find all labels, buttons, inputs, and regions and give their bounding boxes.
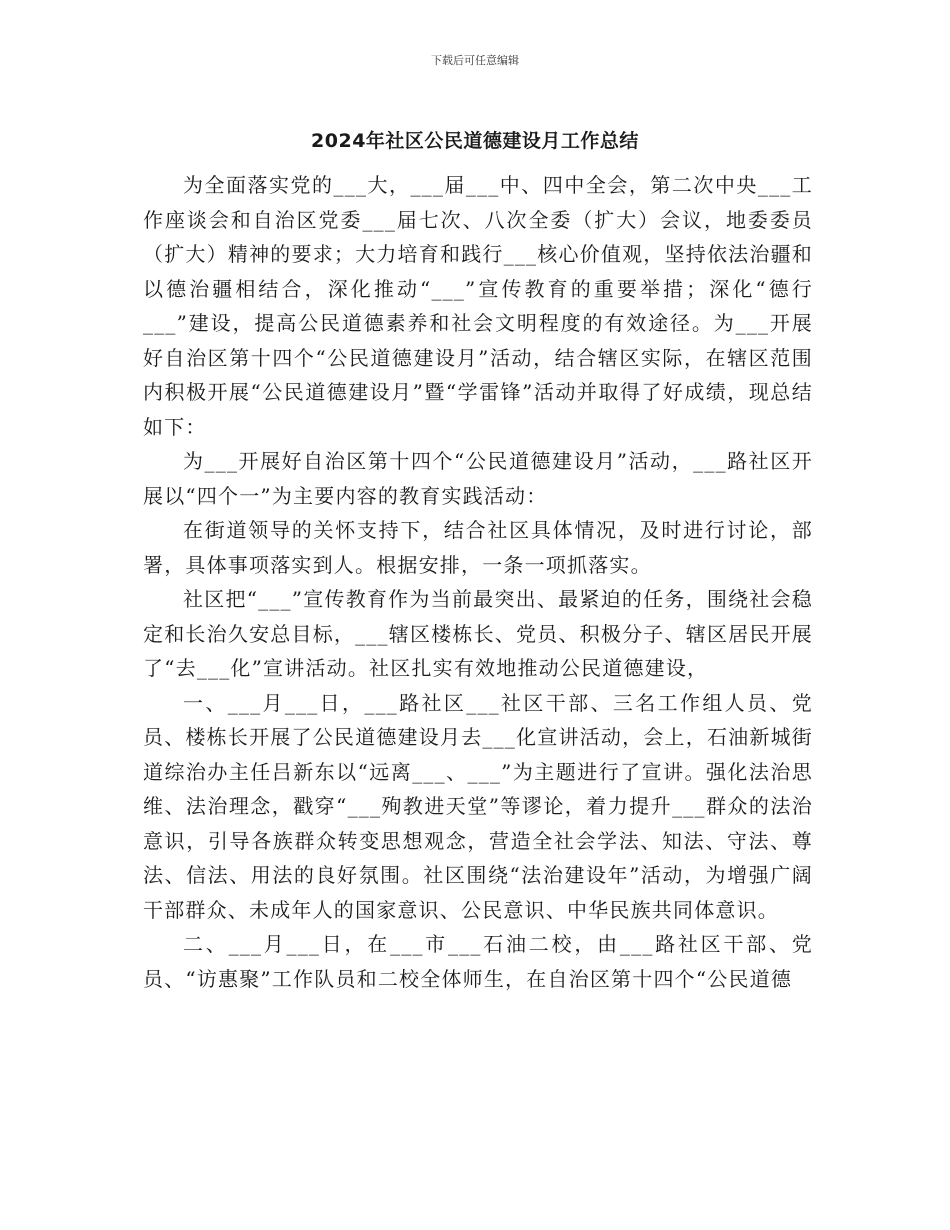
paragraph-leadership-support: 在街道领导的关怀支持下，结合社区具体情况，及时进行讨论，部署，具体事项落实到人。根据安排，一条一项抓落实。: [143, 518, 813, 577]
paragraph-publicity-education: 社区把“___”宣传教育作为当前最突出、最紧迫的任务，围绕社会稳定和长治久安总目标，___辖区楼栋长、党员、积极分子、辖区居民开展了“去___化”宣讲活动。社区扎实有效地推动公民道德建设，: [143, 587, 813, 680]
document-title: 2024年社区公民道德建设月工作总结: [311, 130, 639, 152]
paragraph-intro: 为全面落实党的___大，___届___中、四中全会，第二次中央___工作座谈会和自治区党委___届七次、八次全委（扩大）会议，地委委员（扩大）精神的要求；大力培育和践行___核心价值观，坚持依法治疆和以德治疆相结合，深化推动“___”宣传教育的重要举措；深化“德行___”建设，提高公民道德素养和社会文明程度的有效途径。为___开展好自治区第十四个“公民道德建设月”活动，结合辖区实际，在辖区范围内积极开展“公民道德建设月”暨“学雷锋”活动并取得了好成绩，现总结如下：: [143, 173, 813, 439]
paragraph-item-one: 一、___月___日，___路社区___社区干部、三名工作组人员、党员、楼栋长开展了公民道德建设月去___化宣讲活动，会上，石油新城街道综治办主任吕新东以“远离___、___”为主题进行了宣讲。强化法治思维、法治理念，戳穿“___殉教进天堂”等谬论，着力提升___群众的法治意识，引导各族群众转变思想观念，营造全社会学法、知法、守法、尊法、信法、用法的良好氛围。社区围绕“法治建设年”活动，为增强广阔干部群众、未成年人的国家意识、公民意识、中华民族共同体意识。: [143, 690, 813, 922]
paragraph-item-two: 二、___月___日，在___市___石油二校，由___路社区干部、党员、“访惠聚”工作队员和二校全体师生，在自治区第十四个“公民道德: [143, 932, 813, 991]
document-body: [143, 168, 813, 996]
paragraph-activity-overview: 为___开展好自治区第十四个“公民道德建设月”活动，___路社区开展以“四个一”为主要内容的教育实践活动：: [143, 449, 813, 508]
page-header-note: 下载后可任意编辑: [431, 54, 519, 67]
